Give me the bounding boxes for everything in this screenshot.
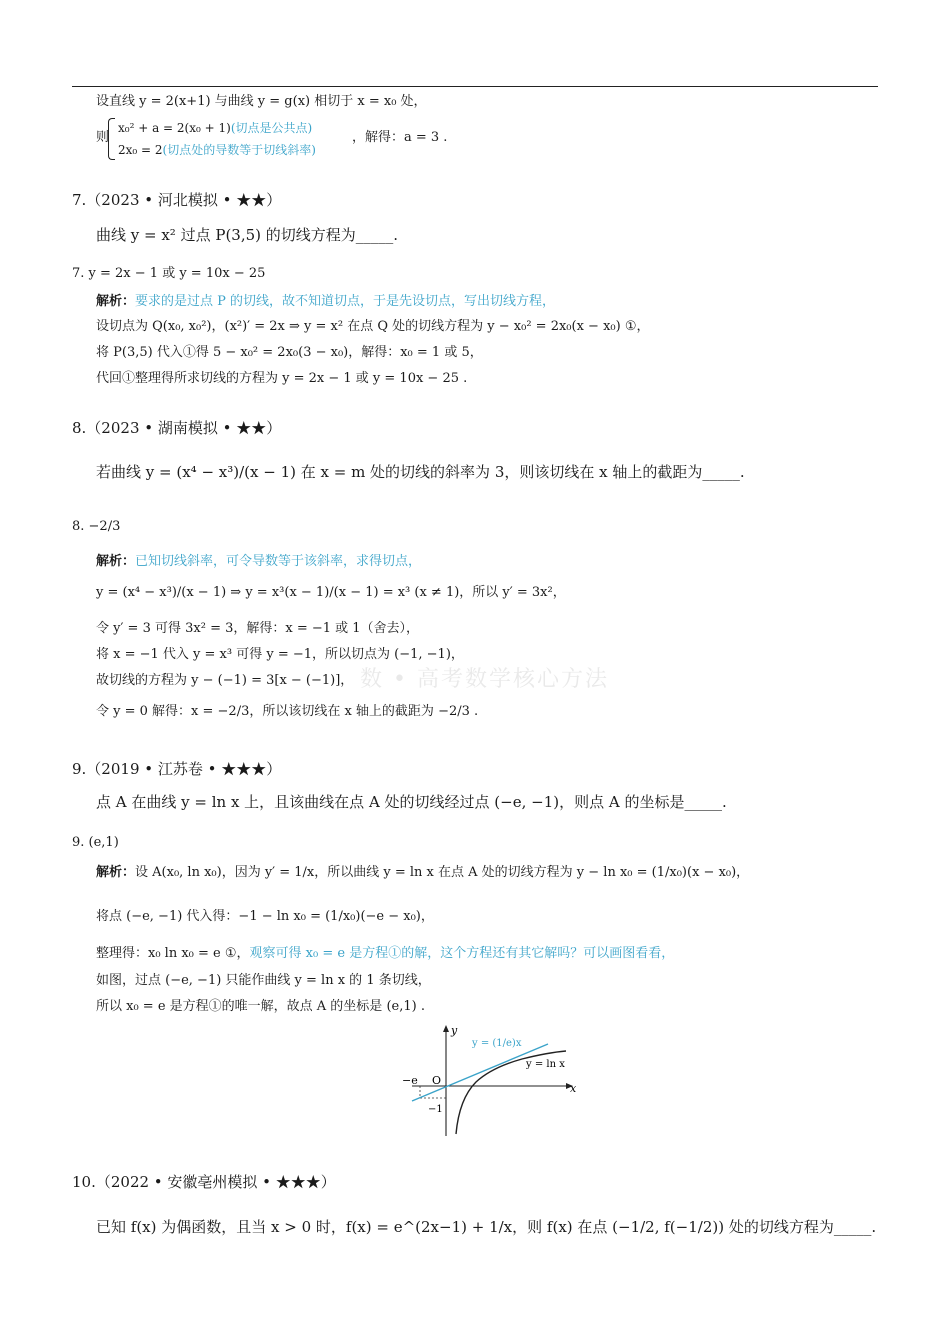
q9-heading: 9.（2019 • 江苏卷 • ★★★） <box>72 760 282 778</box>
tangent-line <box>412 1044 548 1101</box>
a7-line-2: 将 P(3,5) 代入①得 5 − x₀² = 2x₀(3 − x₀)，解得：x₀ = 1 或 5， <box>96 345 483 360</box>
a9-line-1: 设 A(x₀, ln x₀)，因为 y′ = 1/x，所以曲线 y = ln x 在点 A 处的切线方程为 y − ln x₀ = (1/x₀)(x − x₀)， <box>135 865 750 880</box>
a8-answer: 8. −2/3 <box>72 519 121 534</box>
a8-line-4: 故切线的方程为 y − (−1) = 3[x − (−1)]， <box>96 673 354 688</box>
prev-solution-result: ，解得：a = 3 . <box>352 130 448 145</box>
q10-heading: 10.（2022 • 安徽亳州模拟 • ★★★） <box>72 1173 336 1191</box>
a8-line-2: 令 y′ = 3 可得 3x² = 3，解得：x = −1 或 1（舍去）， <box>96 621 420 636</box>
prev-solution-then: 则 <box>96 130 110 145</box>
system-eq-1-hint: (切点是公共点) <box>230 121 313 135</box>
a7-hint: 要求的是过点 P 的切线，故不知道切点，于是先设切点，写出切线方程， <box>135 294 556 309</box>
system-eq-1-math: x₀² + a = 2(x₀ + 1) <box>118 121 231 135</box>
q8-text: 若曲线 y = (x⁴ − x³)/(x − 1) 在 x = m 处的切线的斜率为 3，则该切线在 x 轴上的截距为_____. <box>96 463 745 481</box>
a7-analysis-hint-line <box>96 293 555 311</box>
q7-heading: 7.（2023 • 河北模拟 • ★★） <box>72 191 282 209</box>
a9-answer: 9. (e,1) <box>72 835 119 850</box>
a9-line-4: 如图，过点 (−e, −1) 只能作曲线 y = ln x 的 1 条切线， <box>96 973 431 988</box>
q10-text: 已知 f(x) 为偶函数，且当 x > 0 时，f(x) = e^(2x−1) + 1/x，则 f(x) 在点 (−1/2, f(−1/2)) 处的切线方程为_____. <box>96 1218 877 1236</box>
a9-line-3-wrap <box>96 945 674 963</box>
a9-line-5: 所以 x₀ = e 是方程①的唯一解，故点 A 的坐标是 (e,1) . <box>96 999 425 1014</box>
a9-line-2: 将点 (−e, −1) 代入得：−1 − ln x₀ = (1/x₀)(−e − x₀)， <box>96 909 434 924</box>
a9-line-3: 整理得：x₀ ln x₀ = e ①， <box>96 946 250 961</box>
a9-line-3-hint: 观察可得 x₀ = e 是方程①的解，这个方程还有其它解吗？可以画图看看， <box>249 946 675 961</box>
system-eq-2 <box>118 141 316 159</box>
a8-line-3: 将 x = −1 代入 y = x³ 可得 y = −1，所以切点为 (−1, −1)， <box>96 647 464 662</box>
origin-label: O <box>432 1074 442 1087</box>
system-eq-2-math: 2x₀ = 2 <box>118 143 163 157</box>
equation-system-brace <box>108 118 115 160</box>
prev-solution-line-1: 设直线 y = 2(x+1) 与曲线 y = g(x) 相切于 x = x₀ 处， <box>96 94 427 109</box>
q7-text: 曲线 y = x² 过点 P(3,5) 的切线方程为_____. <box>96 226 399 244</box>
watermark: 数 • 高考数学核心方法 <box>360 667 609 692</box>
neg-one-label: −1 <box>428 1104 443 1115</box>
a7-answer: 7. y = 2x − 1 或 y = 10x − 25 <box>72 266 266 281</box>
tangent-figure <box>398 1024 588 1142</box>
a8-line-5: 令 y = 0 解得：x = −2/3，所以该切线在 x 轴上的截距为 −2/3 . <box>96 704 479 719</box>
a8-line-1: y = (x⁴ − x³)/(x − 1) ⇒ y = x³(x − 1)/(x − 1) = x³ (x ≠ 1)，所以 y′ = 3x²， <box>96 585 566 600</box>
a9-analysis-label: 解析： <box>96 865 136 880</box>
a7-line-1: 设切点为 Q(x₀, x₀²)，(x²)′ = 2x ⇒ y = x² 在点 Q 处的切线方程为 y − x₀² = 2x₀(x − x₀) ①， <box>96 319 650 334</box>
a8-analysis-label: 解析： <box>96 554 136 569</box>
a9-line-1-wrap <box>96 864 749 882</box>
y-axis-arrow <box>443 1025 449 1032</box>
system-eq-2-hint: (切点处的导数等于切线斜率) <box>162 143 316 157</box>
top-rule <box>72 86 878 87</box>
q8-heading: 8.（2023 • 湖南模拟 • ★★） <box>72 419 282 437</box>
a8-analysis-hint-line <box>96 553 421 571</box>
curve-label: y = ln x <box>526 1059 565 1070</box>
neg-e-label: −e <box>402 1074 418 1087</box>
a7-line-3: 代回①整理得所求切线的方程为 y = 2x − 1 或 y = 10x − 25 . <box>96 371 468 386</box>
tangent-label: y = (1/e)x <box>472 1038 522 1049</box>
q9-text: 点 A 在曲线 y = ln x 上，且该曲线在点 A 处的切线经过点 (−e, −1)，则点 A 的坐标是_____. <box>96 793 727 811</box>
a8-hint: 已知切线斜率，可令导数等于该斜率，求得切点， <box>135 554 422 569</box>
y-axis-label: y <box>451 1024 458 1037</box>
x-axis-label: x <box>570 1082 577 1095</box>
a7-analysis-label: 解析： <box>96 294 136 309</box>
system-eq-1 <box>118 119 312 137</box>
